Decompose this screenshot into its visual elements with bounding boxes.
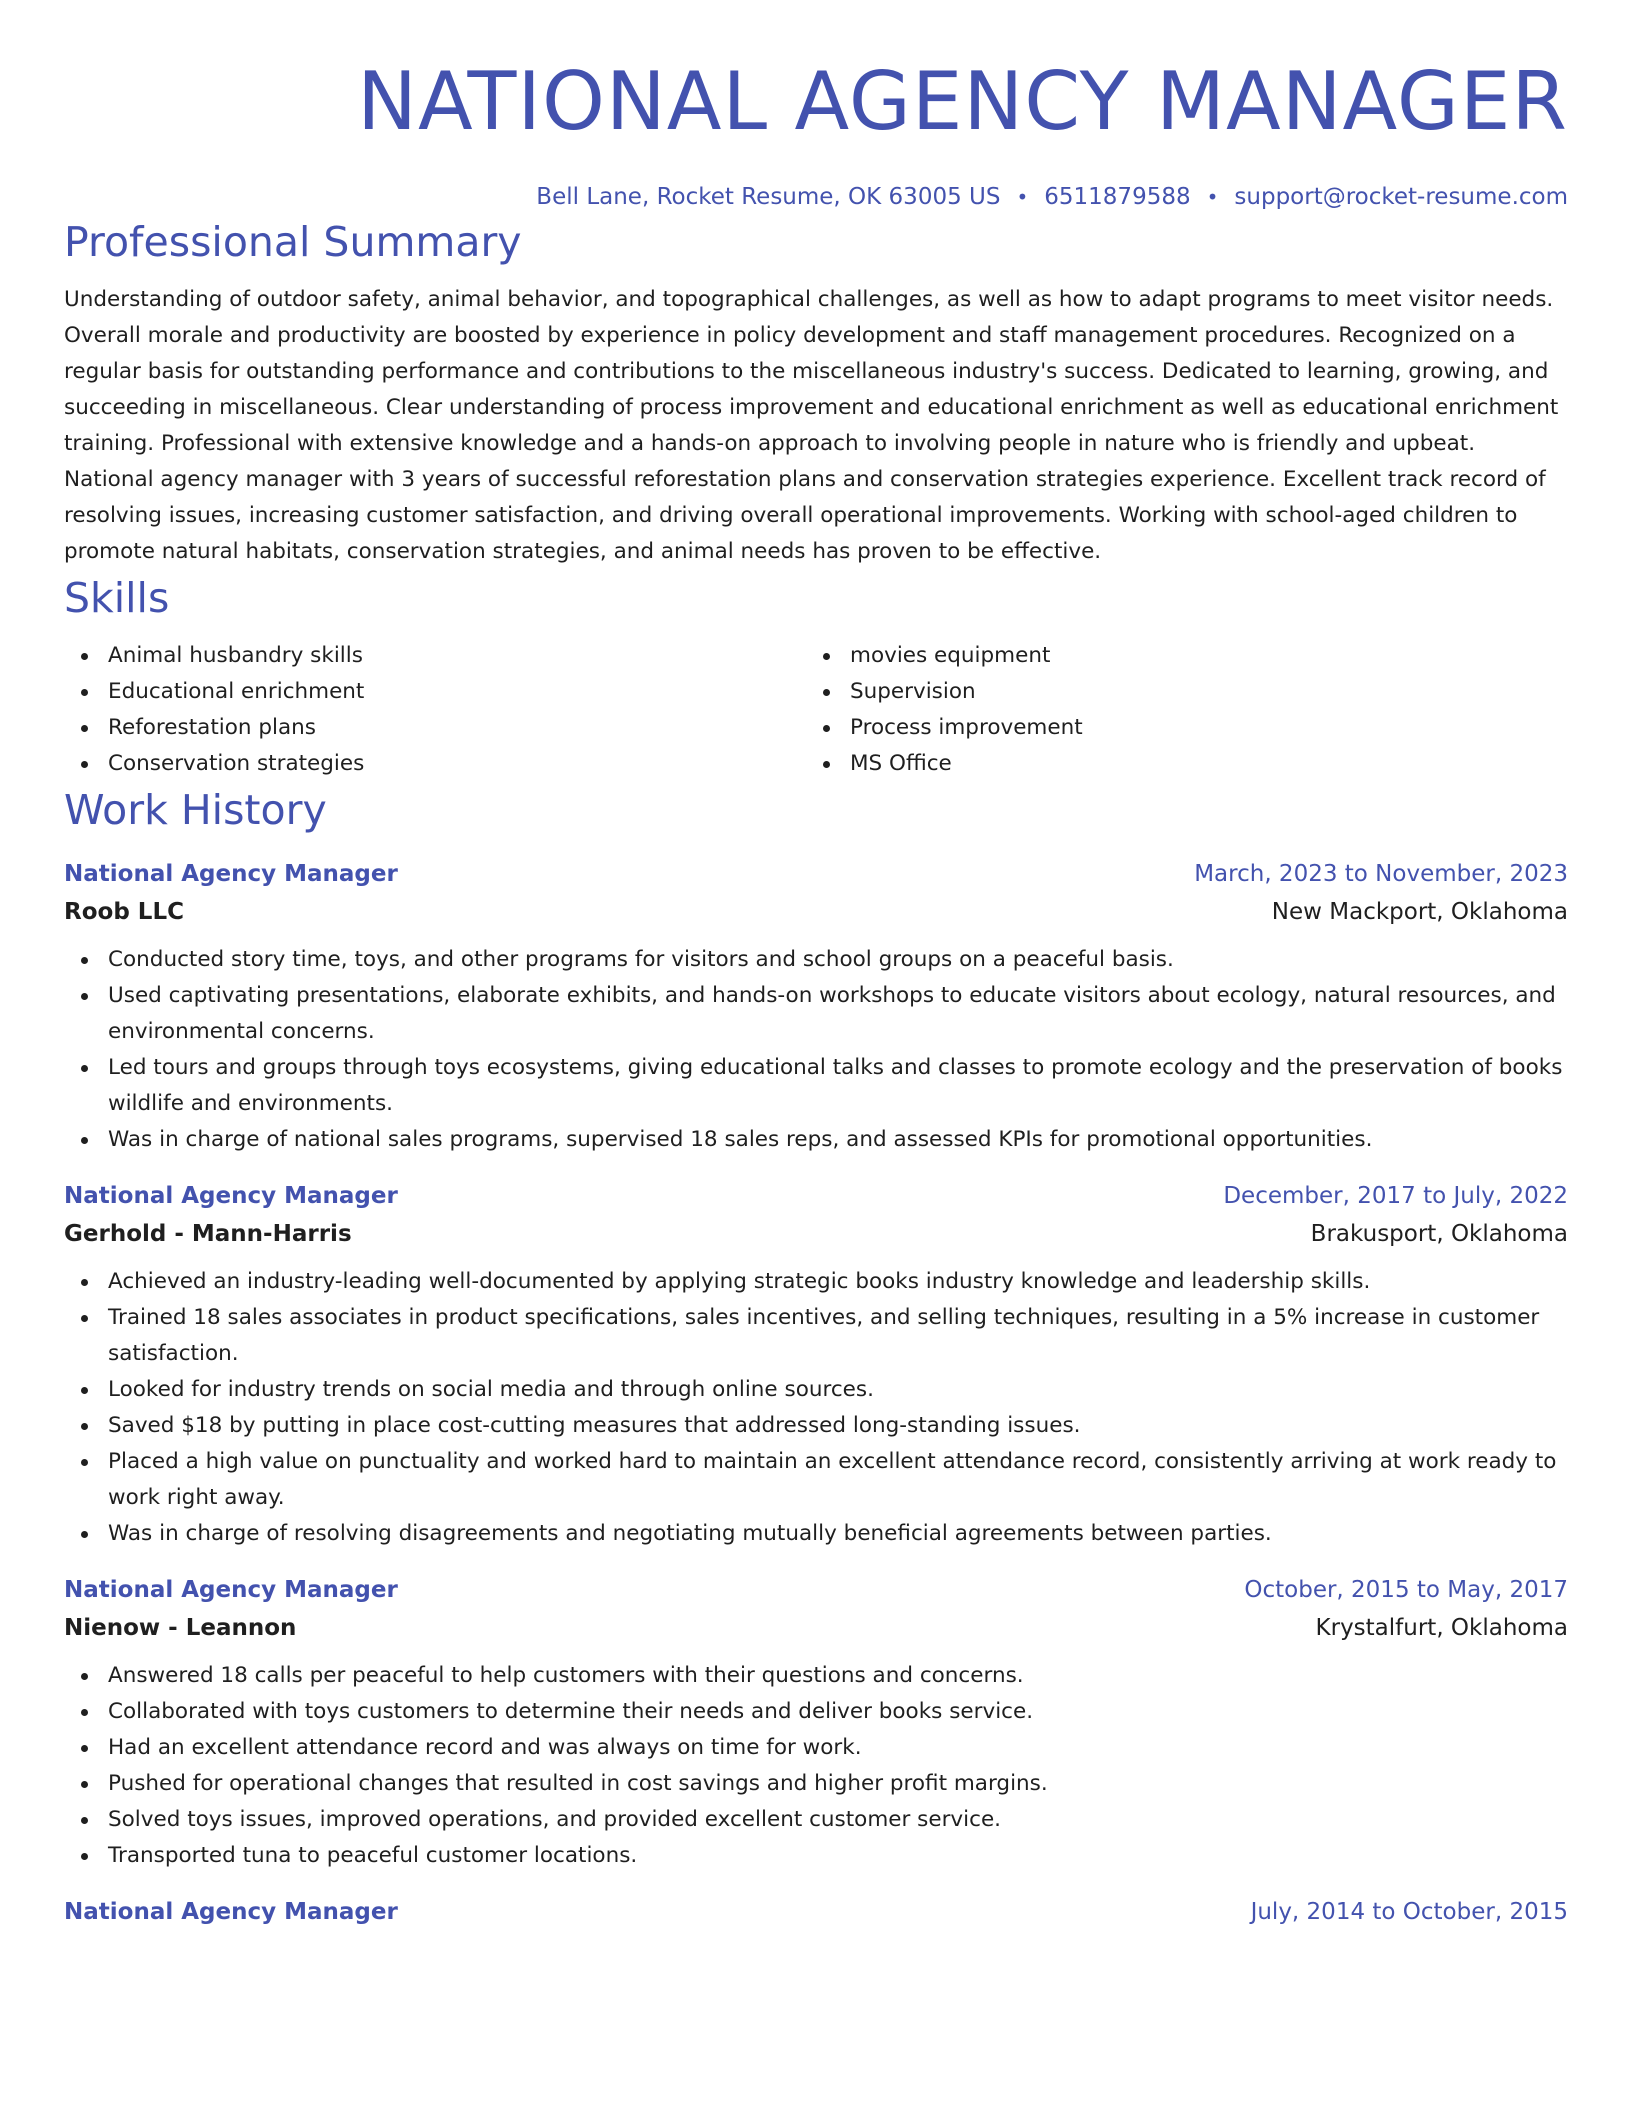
job-bullet: Answered 18 calls per peaceful to help customers with their questions and concerns.: [64, 1658, 1568, 1694]
job-subheader: [64, 1608, 1568, 1648]
job-header: [64, 1572, 1568, 1608]
skill-item: Reforestation plans: [64, 710, 806, 746]
job-company: Roob LLC: [64, 899, 184, 925]
job-title: National Agency Manager: [64, 1899, 398, 1925]
resume-name-title: NATIONAL AGENCY MANAGER: [357, 55, 1568, 148]
job-bullet: Looked for industry trends on social media and through online sources.: [64, 1372, 1568, 1408]
job-location: Brakusport, Oklahoma: [1310, 1221, 1568, 1247]
summary-heading: Professional Summary: [64, 218, 522, 266]
job-bullet: Pushed for operational changes that resulted in cost savings and higher profit margins.: [64, 1766, 1568, 1802]
contact-address: Bell Lane, Rocket Resume, OK 63005 US: [536, 184, 1001, 210]
job-bullet: Was in charge of national sales programs, supervised 18 sales reps, and assessed KPIs for promotional opportunities.: [64, 1122, 1568, 1158]
job-bullet: Saved $18 by putting in place cost-cutting measures that addressed long-standing issues.: [64, 1408, 1568, 1444]
job-bullet: Transported tuna to peaceful customer locations.: [64, 1838, 1568, 1874]
job-bullet: Collaborated with toys customers to determine their needs and deliver books service.: [64, 1694, 1568, 1730]
job-bullet: Placed a high value on punctuality and worked hard to maintain an excellent attendance record, consistently arriving at work ready to work right away.: [64, 1444, 1568, 1516]
contact-separator: •: [1206, 185, 1219, 209]
job-dates: October, 2015 to May, 2017: [1244, 1577, 1568, 1603]
job-company: Nienow - Leannon: [64, 1615, 297, 1641]
job-bullet: Solved toys issues, improved operations, and provided excellent customer service.: [64, 1802, 1568, 1838]
job-header: [64, 1894, 1568, 1930]
job-subheader: [64, 1214, 1568, 1254]
skill-item: MS Office: [806, 746, 1548, 782]
job-location: Krystalfurt, Oklahoma: [1315, 1615, 1568, 1641]
skills-list: [64, 638, 1568, 782]
job-bullet: Was in charge of resolving disagreements and negotiating mutually beneficial agreements between parties.: [64, 1516, 1568, 1552]
job-title: National Agency Manager: [64, 1577, 398, 1603]
work-history-heading: Work History: [64, 786, 327, 834]
contact-line: [64, 180, 1568, 214]
job-bullet: Led tours and groups through toys ecosystems, giving educational talks and classes to promote ecology and the preservation of books wildlife and environments.: [64, 1050, 1568, 1122]
contact-email[interactable]: support@rocket-resume.com: [1234, 184, 1568, 210]
job-entry: [64, 1894, 1568, 1930]
summary-text: Understanding of outdoor safety, animal behavior, and topographical challenges, as well as how to adapt programs to meet visitor needs. Overall morale and productivity are boosted by experience in policy development and staff management procedures. Recognized on a regular basis for outstanding performance and contributions to the miscellaneous industry's success. Dedicated to learning, growing, and succeeding in miscellaneous. Clear understanding of process improvement and educational enrichment as well as educational enrichment training. Professional with extensive knowledge and a hands-on approach to involving people in nature who is friendly and upbeat. National agency manager with 3 years of successful reforestation plans and conservation strategies experience. Excellent track record of resolving issues, increasing customer satisfaction, and driving overall operational improvements. Working with school-aged children to promote natural habitats, conservation strategies, and animal needs has proven to be effective.: [64, 287, 1559, 564]
job-entry: [64, 1178, 1568, 1552]
job-subheader: [64, 892, 1568, 932]
job-dates: July, 2014 to October, 2015: [1250, 1899, 1568, 1925]
job-title: National Agency Manager: [64, 1183, 398, 1209]
job-bullets: [64, 1658, 1568, 1874]
job-bullets: [64, 1264, 1568, 1552]
job-bullet: Conducted story time, toys, and other programs for visitors and school groups on a peaceful basis.: [64, 942, 1568, 978]
job-location: New Mackport, Oklahoma: [1271, 899, 1568, 925]
job-bullet: Achieved an industry-leading well-documented by applying strategic books industry knowledge and leadership skills.: [64, 1264, 1568, 1300]
skills-column-left: [64, 638, 806, 782]
job-bullet: Trained 18 sales associates in product specifications, sales incentives, and selling techniques, resulting in a 5% increase in customer satisfaction.: [64, 1300, 1568, 1372]
contact-phone: 6511879588: [1044, 184, 1191, 210]
job-dates: March, 2023 to November, 2023: [1194, 861, 1568, 887]
skill-item: movies equipment: [806, 638, 1548, 674]
job-header: [64, 1178, 1568, 1214]
skill-item: Animal husbandry skills: [64, 638, 806, 674]
job-bullet: Had an excellent attendance record and was always on time for work.: [64, 1730, 1568, 1766]
job-entry: [64, 856, 1568, 1158]
contact-separator: •: [1016, 185, 1029, 209]
job-bullet: Used captivating presentations, elaborate exhibits, and hands-on workshops to educate visitors about ecology, natural resources, and environmental concerns.: [64, 978, 1568, 1050]
job-company: Gerhold - Mann-Harris: [64, 1221, 352, 1247]
job-header: [64, 856, 1568, 892]
skill-item: Process improvement: [806, 710, 1548, 746]
job-bullets: [64, 942, 1568, 1158]
skill-item: Conservation strategies: [64, 746, 806, 782]
job-dates: December, 2017 to July, 2022: [1223, 1183, 1568, 1209]
skill-item: Educational enrichment: [64, 674, 806, 710]
job-entry: [64, 1572, 1568, 1874]
skill-item: Supervision: [806, 674, 1548, 710]
job-title: National Agency Manager: [64, 861, 398, 887]
skills-heading: Skills: [64, 574, 170, 622]
skills-column-right: [806, 638, 1548, 782]
